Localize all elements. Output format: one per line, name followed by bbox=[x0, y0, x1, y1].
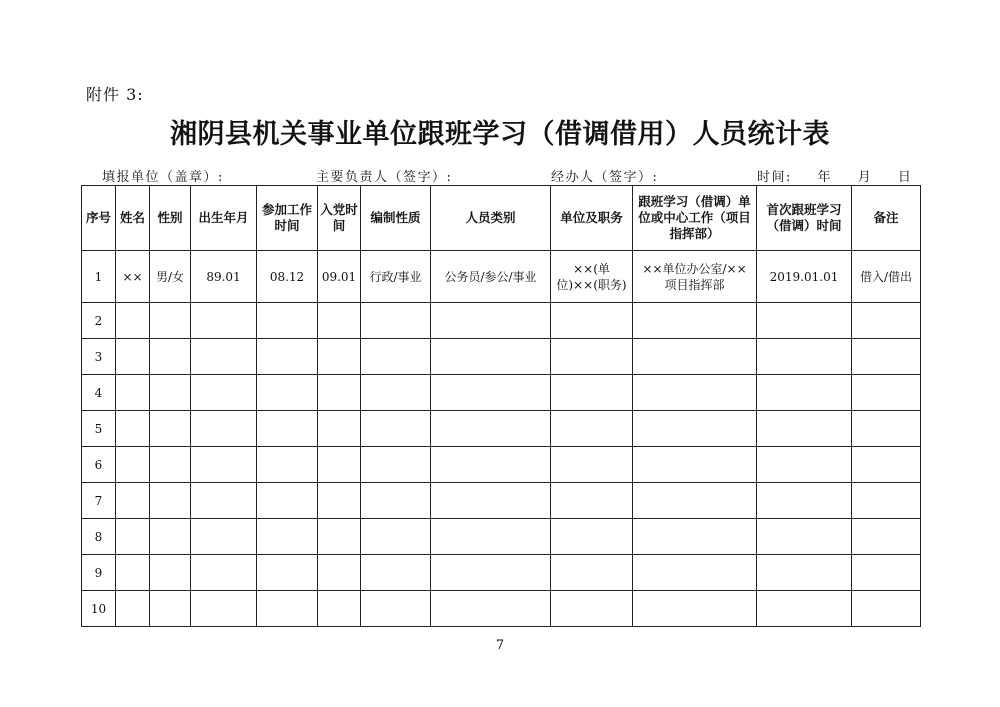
table-cell bbox=[361, 591, 431, 627]
attachment-label: 附件 3: bbox=[86, 85, 144, 104]
table-cell bbox=[551, 591, 633, 627]
header-cell: 备注 bbox=[852, 186, 921, 251]
table-cell bbox=[551, 483, 633, 519]
fill-time-group bbox=[757, 166, 912, 185]
table-row bbox=[82, 591, 921, 627]
table-cell bbox=[551, 339, 633, 375]
table-cell bbox=[191, 519, 257, 555]
page-title: 湘阴县机关事业单位跟班学习（借调借用）人员统计表 bbox=[170, 119, 830, 150]
table-cell bbox=[431, 339, 551, 375]
table-cell bbox=[361, 303, 431, 339]
header-cell: 人员类别 bbox=[431, 186, 551, 251]
row-number-cell: 8 bbox=[82, 519, 116, 555]
header-cell: 参加工作时间 bbox=[257, 186, 318, 251]
table-cell bbox=[757, 483, 852, 519]
table-cell bbox=[150, 447, 191, 483]
table-row bbox=[82, 555, 921, 591]
table-row bbox=[82, 411, 921, 447]
table-cell bbox=[318, 483, 361, 519]
table-cell: 男/女 bbox=[150, 251, 191, 303]
table-cell bbox=[257, 591, 318, 627]
table-cell bbox=[852, 591, 921, 627]
fill-year-label: 年 bbox=[817, 170, 833, 185]
table-cell bbox=[191, 483, 257, 519]
table-cell bbox=[551, 375, 633, 411]
fill-handler-label: 经办人（签字）: bbox=[551, 170, 659, 185]
table-cell bbox=[116, 555, 150, 591]
table-cell bbox=[757, 303, 852, 339]
row-number-cell: 6 bbox=[82, 447, 116, 483]
table-cell bbox=[150, 339, 191, 375]
table-cell: 09.01 bbox=[318, 251, 361, 303]
table-cell bbox=[431, 519, 551, 555]
statistics-table bbox=[81, 185, 921, 627]
fill-month-label: 月 bbox=[857, 170, 873, 185]
table-cell: ××单位办公室/××项目指挥部 bbox=[633, 251, 757, 303]
table-cell bbox=[116, 339, 150, 375]
row-number-cell: 5 bbox=[82, 411, 116, 447]
fill-unit-label: 填报单位（盖章）: bbox=[102, 170, 224, 185]
header-cell: 编制性质 bbox=[361, 186, 431, 251]
table-cell bbox=[116, 375, 150, 411]
table-cell bbox=[191, 411, 257, 447]
table-cell bbox=[318, 411, 361, 447]
table-cell bbox=[318, 375, 361, 411]
table-cell bbox=[633, 375, 757, 411]
table-row bbox=[82, 519, 921, 555]
table-cell bbox=[116, 519, 150, 555]
table-cell: 1 bbox=[82, 251, 116, 303]
table-cell bbox=[852, 483, 921, 519]
row-number-cell: 10 bbox=[82, 591, 116, 627]
table-cell bbox=[361, 519, 431, 555]
table-cell bbox=[318, 519, 361, 555]
header-cell: 姓名 bbox=[116, 186, 150, 251]
table-cell bbox=[257, 483, 318, 519]
header-cell: 性别 bbox=[150, 186, 191, 251]
table-row bbox=[82, 483, 921, 519]
header-cell: 序号 bbox=[82, 186, 116, 251]
table-cell bbox=[757, 519, 852, 555]
table-cell bbox=[257, 303, 318, 339]
table-cell bbox=[361, 483, 431, 519]
table-cell: ××(单位)××(职务) bbox=[551, 251, 633, 303]
table-cell bbox=[318, 555, 361, 591]
table-cell bbox=[852, 447, 921, 483]
table-cell bbox=[116, 411, 150, 447]
table-cell bbox=[150, 519, 191, 555]
header-cell: 单位及职务 bbox=[551, 186, 633, 251]
table-cell bbox=[633, 303, 757, 339]
table-cell bbox=[116, 447, 150, 483]
table-cell bbox=[191, 555, 257, 591]
table-cell bbox=[191, 303, 257, 339]
table-cell bbox=[633, 519, 757, 555]
table-cell bbox=[431, 483, 551, 519]
table-cell bbox=[757, 591, 852, 627]
table-cell bbox=[852, 375, 921, 411]
table-cell bbox=[361, 555, 431, 591]
table-cell bbox=[633, 591, 757, 627]
table-cell bbox=[318, 447, 361, 483]
header-cell: 入党时间 bbox=[318, 186, 361, 251]
table-cell bbox=[431, 591, 551, 627]
table-cell bbox=[257, 519, 318, 555]
table-cell bbox=[757, 447, 852, 483]
table-cell bbox=[116, 591, 150, 627]
row-number-cell: 3 bbox=[82, 339, 116, 375]
table-cell bbox=[257, 447, 318, 483]
table-cell bbox=[551, 447, 633, 483]
table-cell bbox=[150, 375, 191, 411]
table-cell: ×× bbox=[116, 251, 150, 303]
table-row bbox=[82, 447, 921, 483]
table-cell: 08.12 bbox=[257, 251, 318, 303]
row-number-cell: 7 bbox=[82, 483, 116, 519]
table-cell bbox=[551, 303, 633, 339]
table-cell bbox=[361, 447, 431, 483]
table-cell bbox=[431, 555, 551, 591]
table-cell bbox=[431, 447, 551, 483]
table-cell bbox=[431, 303, 551, 339]
table-cell bbox=[150, 591, 191, 627]
table-row bbox=[82, 339, 921, 375]
table-cell bbox=[257, 339, 318, 375]
table-cell bbox=[852, 555, 921, 591]
table-cell bbox=[757, 375, 852, 411]
table-cell bbox=[633, 447, 757, 483]
header-row bbox=[82, 186, 921, 251]
page-number: 7 bbox=[495, 638, 505, 653]
table-cell bbox=[150, 555, 191, 591]
table-cell bbox=[633, 411, 757, 447]
table-cell bbox=[116, 303, 150, 339]
row-number-cell: 4 bbox=[82, 375, 116, 411]
header-cell: 出生年月 bbox=[191, 186, 257, 251]
table-cell bbox=[757, 555, 852, 591]
table-cell bbox=[361, 411, 431, 447]
table-cell: 89.01 bbox=[191, 251, 257, 303]
fill-time-label: 时间: bbox=[757, 170, 792, 185]
table-cell bbox=[852, 519, 921, 555]
header-cell: 首次跟班学习（借调）时间 bbox=[757, 186, 852, 251]
table-row bbox=[82, 303, 921, 339]
table-cell bbox=[257, 375, 318, 411]
table-cell bbox=[150, 411, 191, 447]
table-cell bbox=[361, 339, 431, 375]
table-cell bbox=[361, 375, 431, 411]
table-cell bbox=[852, 339, 921, 375]
header-cell: 跟班学习（借调）单位或中心工作（项目指挥部） bbox=[633, 186, 757, 251]
table-cell bbox=[257, 555, 318, 591]
table-cell bbox=[150, 483, 191, 519]
table-cell bbox=[318, 303, 361, 339]
table-cell bbox=[318, 591, 361, 627]
table-cell bbox=[318, 339, 361, 375]
table-cell bbox=[116, 483, 150, 519]
fill-head-label: 主要负责人（签字）: bbox=[316, 170, 453, 185]
row-number-cell: 2 bbox=[82, 303, 116, 339]
table-cell: 行政/事业 bbox=[361, 251, 431, 303]
table-cell: 2019.01.01 bbox=[757, 251, 852, 303]
table-cell bbox=[633, 483, 757, 519]
table-cell bbox=[191, 591, 257, 627]
table-row bbox=[82, 251, 921, 303]
table-row bbox=[82, 375, 921, 411]
table-cell bbox=[757, 339, 852, 375]
table-cell bbox=[633, 339, 757, 375]
table-cell bbox=[551, 519, 633, 555]
fill-day-label: 日 bbox=[897, 170, 913, 185]
table-cell: 公务员/参公/事业 bbox=[431, 251, 551, 303]
table-cell bbox=[257, 411, 318, 447]
table-cell bbox=[757, 411, 852, 447]
table-cell bbox=[852, 303, 921, 339]
table-cell bbox=[191, 339, 257, 375]
table-cell bbox=[431, 375, 551, 411]
row-number-cell: 9 bbox=[82, 555, 116, 591]
table-cell bbox=[150, 303, 191, 339]
table-cell bbox=[852, 411, 921, 447]
table-cell bbox=[191, 447, 257, 483]
table-cell bbox=[431, 411, 551, 447]
table-cell bbox=[191, 375, 257, 411]
table-cell bbox=[551, 555, 633, 591]
table-cell bbox=[551, 411, 633, 447]
table-cell: 借入/借出 bbox=[852, 251, 921, 303]
table-cell bbox=[633, 555, 757, 591]
